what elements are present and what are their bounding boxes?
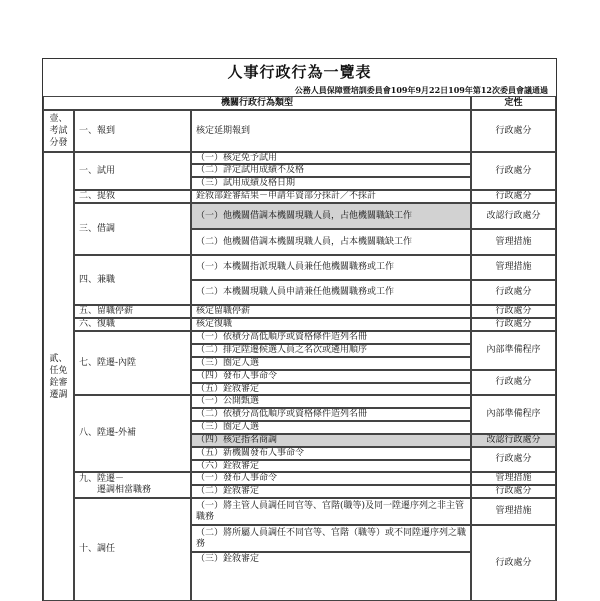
sub-item: （三）試用成績及格日期 <box>191 177 471 190</box>
nature-cell: 管理措施 <box>471 498 556 525</box>
nature-cell: 行政處分 <box>471 525 556 601</box>
nature-cell: 管理措施 <box>471 255 556 280</box>
sub-item: （四）發布人事命令 <box>191 370 471 383</box>
nature-cell: 行政處分 <box>471 485 556 498</box>
sub-item: （二）依積分高低順序或資格條件造列名冊 <box>191 408 471 421</box>
sub-item: （二）他機關借調本機關現職人員，占本機關職缺工作 <box>191 229 471 255</box>
nature-cell: 管理措施 <box>471 472 556 485</box>
item-secondment: 三、借調 <box>74 203 191 255</box>
nature-cell: 管理措施 <box>471 229 556 255</box>
nature-cell: 行政處分 <box>471 110 556 152</box>
nature-cell: 行政處分 <box>471 318 556 331</box>
sub-item: （一）將主管人員調任同官等、官階(職等)及同一陞遷序列之非主管職務 <box>191 498 471 525</box>
item-external-promotion: 八、陞遷-外補 <box>74 395 191 472</box>
item-internal-promotion: 七、陞遷-內陞 <box>74 331 191 395</box>
sub-item: （三）圈定人選 <box>191 421 471 434</box>
item-leave: 五、留職停薪 <box>74 305 191 318</box>
sub-item: 核定留職停薪 <box>191 305 471 318</box>
document-sheet <box>42 58 557 601</box>
sub-item: （二）評定試用成績不及格 <box>191 164 471 177</box>
header-nature: 定性 <box>471 96 556 110</box>
sub-item: 核定延期報到 <box>191 110 471 152</box>
document-subtitle: 公務人員保障暨培訓委員會109年9月22日109年第12次委員會議通過 <box>294 85 548 95</box>
sub-item: （五）新機關發布人事命令 <box>191 447 471 460</box>
nature-cell: 行政處分 <box>471 370 556 395</box>
sub-item: 銓敘部銓審結果－申請年資部分採計／不採計 <box>191 190 471 203</box>
item-report: 一、報到 <box>74 110 191 152</box>
category-exam: 壹、 考試 分發 <box>43 110 74 152</box>
sub-item: （六）銓敘審定 <box>191 460 471 472</box>
item-reassignment: 十、調任 <box>74 498 191 601</box>
nature-cell: 行政處分 <box>471 447 556 472</box>
item-seniority: 二、提敘 <box>74 190 191 203</box>
nature-cell: 行政處分 <box>471 305 556 318</box>
nature-cell: 改認行政處分 <box>471 434 556 447</box>
sub-item: （一）發布人事命令 <box>191 472 471 485</box>
nature-cell: 內部準備程序 <box>471 395 556 434</box>
item-concurrent: 四、兼職 <box>74 255 191 305</box>
sub-item: （一）本機關指派現職人員兼任他機關職務或工作 <box>191 255 471 280</box>
sub-item: 核定復職 <box>191 318 471 331</box>
header-type: 機關行政行為類型 <box>43 96 471 110</box>
sub-item: （二）銓敘審定 <box>191 485 471 498</box>
sub-item: （一）公開甄選 <box>191 395 471 408</box>
document-title: 人事行政行為一覽表 <box>227 63 372 81</box>
sub-item: （三）圈定人選 <box>191 357 471 370</box>
sub-item: （一）依積分高低順序或資格條件造列名冊 <box>191 331 471 344</box>
sub-item: （一）核定免予試用 <box>191 152 471 164</box>
sub-item: （二）本機關現職人員申請兼任他機關職務或工作 <box>191 280 471 305</box>
sub-item: （二）將所屬人員調任不同官等、官階（職等）或不同陞遷序列之職務 <box>191 525 471 552</box>
nature-cell: 行政處分 <box>471 152 556 190</box>
nature-cell: 行政處分 <box>471 280 556 305</box>
item-transfer-equivalent: 九、陞遷－ 遷調相當職務 <box>74 472 191 498</box>
category-appointment: 貳、 任免 銓審 遷調 <box>43 152 74 601</box>
item-probation: 一、試用 <box>74 152 191 190</box>
item-reinstate: 六、復職 <box>74 318 191 331</box>
sub-item: （四）核定指名商調 <box>191 434 471 447</box>
nature-cell: 行政處分 <box>471 190 556 203</box>
sub-item: （一）他機關借調本機關現職人員，占他機關職缺工作 <box>191 203 471 229</box>
sub-item: （二）排定陞遷候選人員之名次或遴用順序 <box>191 344 471 357</box>
sub-item: （五）銓敘審定 <box>191 383 471 395</box>
sub-item: （三）銓敘審定 <box>191 552 471 601</box>
table <box>43 96 556 601</box>
nature-cell: 改認行政處分 <box>471 203 556 229</box>
nature-cell: 內部準備程序 <box>471 331 556 370</box>
